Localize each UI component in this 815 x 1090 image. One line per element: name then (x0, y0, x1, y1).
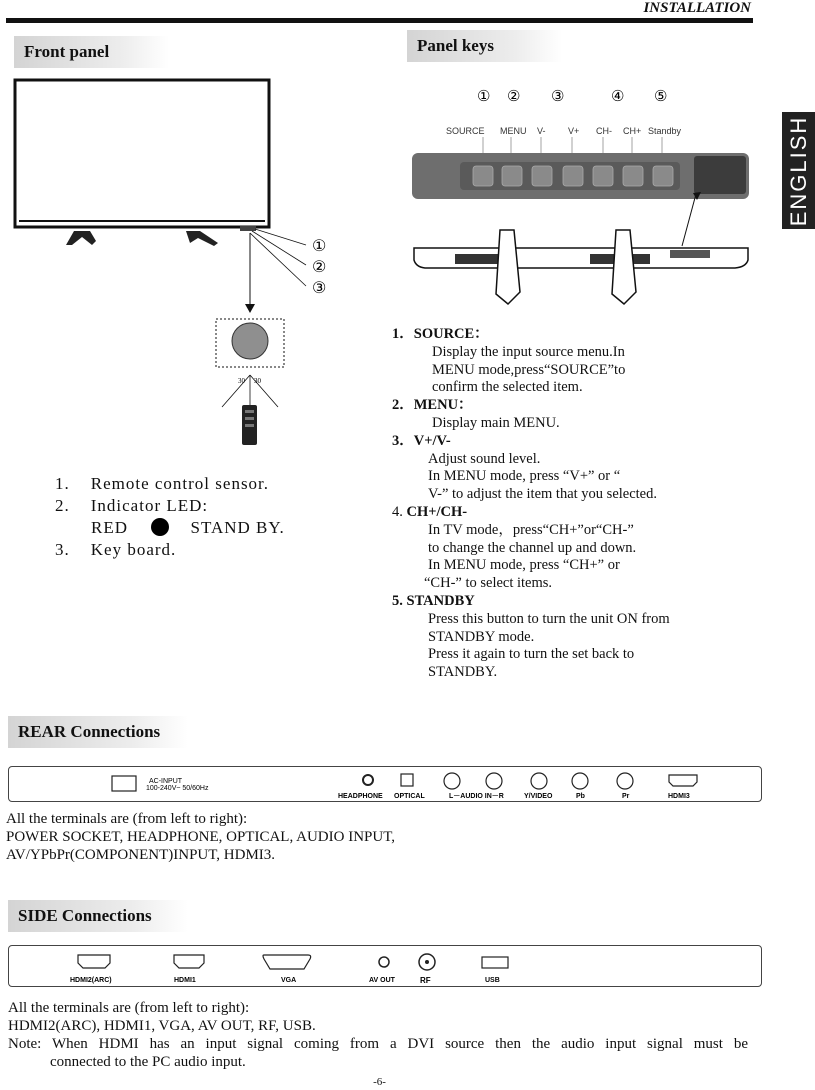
stand-right (612, 230, 636, 304)
tv-stand-left (66, 231, 96, 245)
callout-2: ② (312, 259, 327, 276)
remote-button-1 (245, 410, 254, 413)
rear-connectors (8, 766, 762, 802)
stand-left (496, 230, 520, 304)
headphone-label: HEADPHONE (338, 793, 383, 800)
key-number-1: ① (477, 89, 491, 105)
language-tab-label: ENGLISH (785, 115, 811, 226)
audio-right-jack-icon (486, 773, 502, 789)
headphone-jack-icon (363, 775, 373, 785)
front-panel-diagram (0, 75, 400, 445)
sensor-bump (240, 226, 256, 231)
audio-in-label: L－AUDIO IN－R (449, 793, 504, 800)
channel-up-key[interactable] (623, 166, 643, 186)
key-label-vplus: V+ (568, 126, 580, 136)
key-label-source: SOURCE (446, 126, 485, 136)
keys-pointer-line (682, 194, 696, 246)
callout-line-1 (255, 229, 306, 245)
key-5-line: STANDBY mode. (428, 628, 535, 645)
key-4-title-row: 4. CH+/CH- (392, 503, 468, 520)
ac-input-spec: 100-240V~ 50/60Hz (146, 785, 209, 792)
standby-key[interactable] (653, 166, 673, 186)
callout-3: ③ (312, 280, 327, 297)
power-socket-icon (112, 776, 136, 791)
rear-connections-heading: REAR Connections (8, 716, 188, 748)
callout-1: ① (312, 238, 327, 255)
vga-label: VGA (281, 977, 297, 984)
side-connectors (8, 945, 762, 987)
key-5-title: 5. STANDBY (392, 592, 475, 609)
av-out-jack-icon (379, 957, 389, 967)
key-1-line: confirm the selected item. (432, 379, 583, 396)
remote-button-3 (245, 424, 254, 427)
led-state-label: STAND BY. (190, 518, 285, 537)
language-tab (782, 112, 815, 229)
key-4-line: “CH-” to select items. (424, 575, 553, 592)
tv-screen (15, 80, 269, 227)
key-number-3: ③ (551, 89, 565, 105)
hdmi3-port-icon (669, 775, 697, 786)
key-label-chplus: CH+ (623, 126, 642, 136)
angle-label-left: 30 (238, 377, 245, 385)
key-number-5: ⑤ (654, 89, 668, 105)
pb-jack-icon (572, 773, 588, 789)
av-out-label: AV OUT (369, 977, 395, 984)
channel-down-key[interactable] (593, 166, 613, 186)
front-panel-list (55, 473, 355, 561)
keys-bar-mini (670, 250, 710, 258)
audio-left-jack-icon (444, 773, 460, 789)
remote-button-2 (245, 417, 254, 420)
pb-label: Pb (576, 793, 585, 800)
key-1-title: 1．SOURCE： (392, 326, 489, 342)
y-video-label: Y/VIDEO (524, 793, 553, 800)
ac-input-title: AC-INPUT (149, 778, 183, 785)
key-number-4: ④ (611, 89, 625, 105)
key-5-line: STANDBY. (428, 664, 498, 681)
remote-sensor-icon (232, 323, 268, 359)
side-connections-heading: SIDE Connections (8, 900, 188, 932)
pr-jack-icon (617, 773, 633, 789)
page-header-title: INSTALLATION (643, 0, 751, 16)
rf-label: RF (420, 976, 431, 985)
optical-label: OPTICAL (394, 793, 425, 800)
front-panel-heading: Front panel (14, 36, 169, 68)
key-2-line: Display main MENU. (432, 414, 560, 431)
key-3-title: 3．V+/V- (392, 432, 451, 449)
key-1-line: MENU mode,press“SOURCE”to (432, 361, 626, 378)
y-video-jack-icon (531, 773, 547, 789)
key-label-standby: Standby (648, 126, 682, 136)
usb-port-icon (482, 957, 508, 968)
usb-label: USB (485, 977, 500, 984)
side-description: All the terminals are (from left to right): HDMI2(ARC), HDMI1, VGA, AV OUT, RF, USB. Note: When HDMI has an input signal coming from a DVI source then the audio input signal must be connected to the PC audio input. (8, 1000, 748, 1070)
tv-stand-right (186, 231, 218, 246)
key-5-line: Press this button to turn the unit ON from (428, 610, 670, 627)
hdmi1-port-icon (174, 955, 204, 968)
key-number-2: ② (507, 89, 521, 105)
key-1-line: Display the input source menu.In (432, 343, 625, 360)
key-3-line: V-” to adjust the item that you selected. (428, 486, 657, 503)
panel-keys-diagram (400, 82, 760, 312)
page-number: -6- (373, 1076, 386, 1088)
hdmi2-port-icon (78, 955, 110, 968)
volume-up-key[interactable] (563, 166, 583, 186)
menu-key[interactable] (502, 166, 522, 186)
key-4-line: to change the channel up and down. (428, 539, 637, 556)
key-4-line: In TV mode，press“CH+”or“CH-” (428, 521, 634, 538)
hdmi2-label: HDMI2(ARC) (70, 977, 112, 984)
key-3-line: In MENU mode, press “V+” or “ (428, 468, 621, 485)
list-item: 3. Key board. (55, 540, 177, 559)
key-label-vminus: V- (537, 126, 546, 136)
volume-down-key[interactable] (532, 166, 552, 186)
pointer-arrow (245, 304, 255, 313)
source-key[interactable] (473, 166, 493, 186)
panel-keys-descriptions (392, 326, 742, 682)
key-2-title: 2．MENU： (392, 397, 473, 414)
key-4-title: CH+/CH- (406, 503, 468, 520)
led-color-label: RED (91, 518, 128, 537)
header-rule (6, 18, 753, 23)
led-dot-icon (151, 518, 169, 536)
key-3-line: Adjust sound level. (428, 450, 541, 467)
key-4-line: In MENU mode, press “CH+” or (428, 557, 620, 574)
list-item: 1. Remote control sensor. (55, 474, 270, 493)
hdmi1-label: HDMI1 (174, 977, 196, 984)
key-label-menu: MENU (500, 126, 527, 136)
angle-label-right: 30 (254, 377, 261, 385)
rear-description: All the terminals are (from left to right): POWER SOCKET, HEADPHONE, OPTICAL, AUDIO INPUT, AV/YPbPr(COMPONENT)INPUT, HDMI3. (6, 811, 396, 863)
panel-keys-heading: Panel keys (407, 30, 562, 62)
list-item: 2. Indicator LED: (55, 496, 209, 515)
hdmi3-label: HDMI3 (668, 793, 690, 800)
panel-module (694, 156, 746, 194)
pr-label: Pr (622, 793, 630, 800)
led-row (55, 517, 355, 539)
key-label-chminus: CH- (596, 126, 612, 136)
key-5-line: Press it again to turn the set back to (428, 646, 635, 663)
optical-port-icon (401, 774, 413, 786)
angle-line-left (222, 375, 250, 407)
rf-pin-icon (425, 960, 429, 964)
vga-port-icon (263, 955, 311, 969)
